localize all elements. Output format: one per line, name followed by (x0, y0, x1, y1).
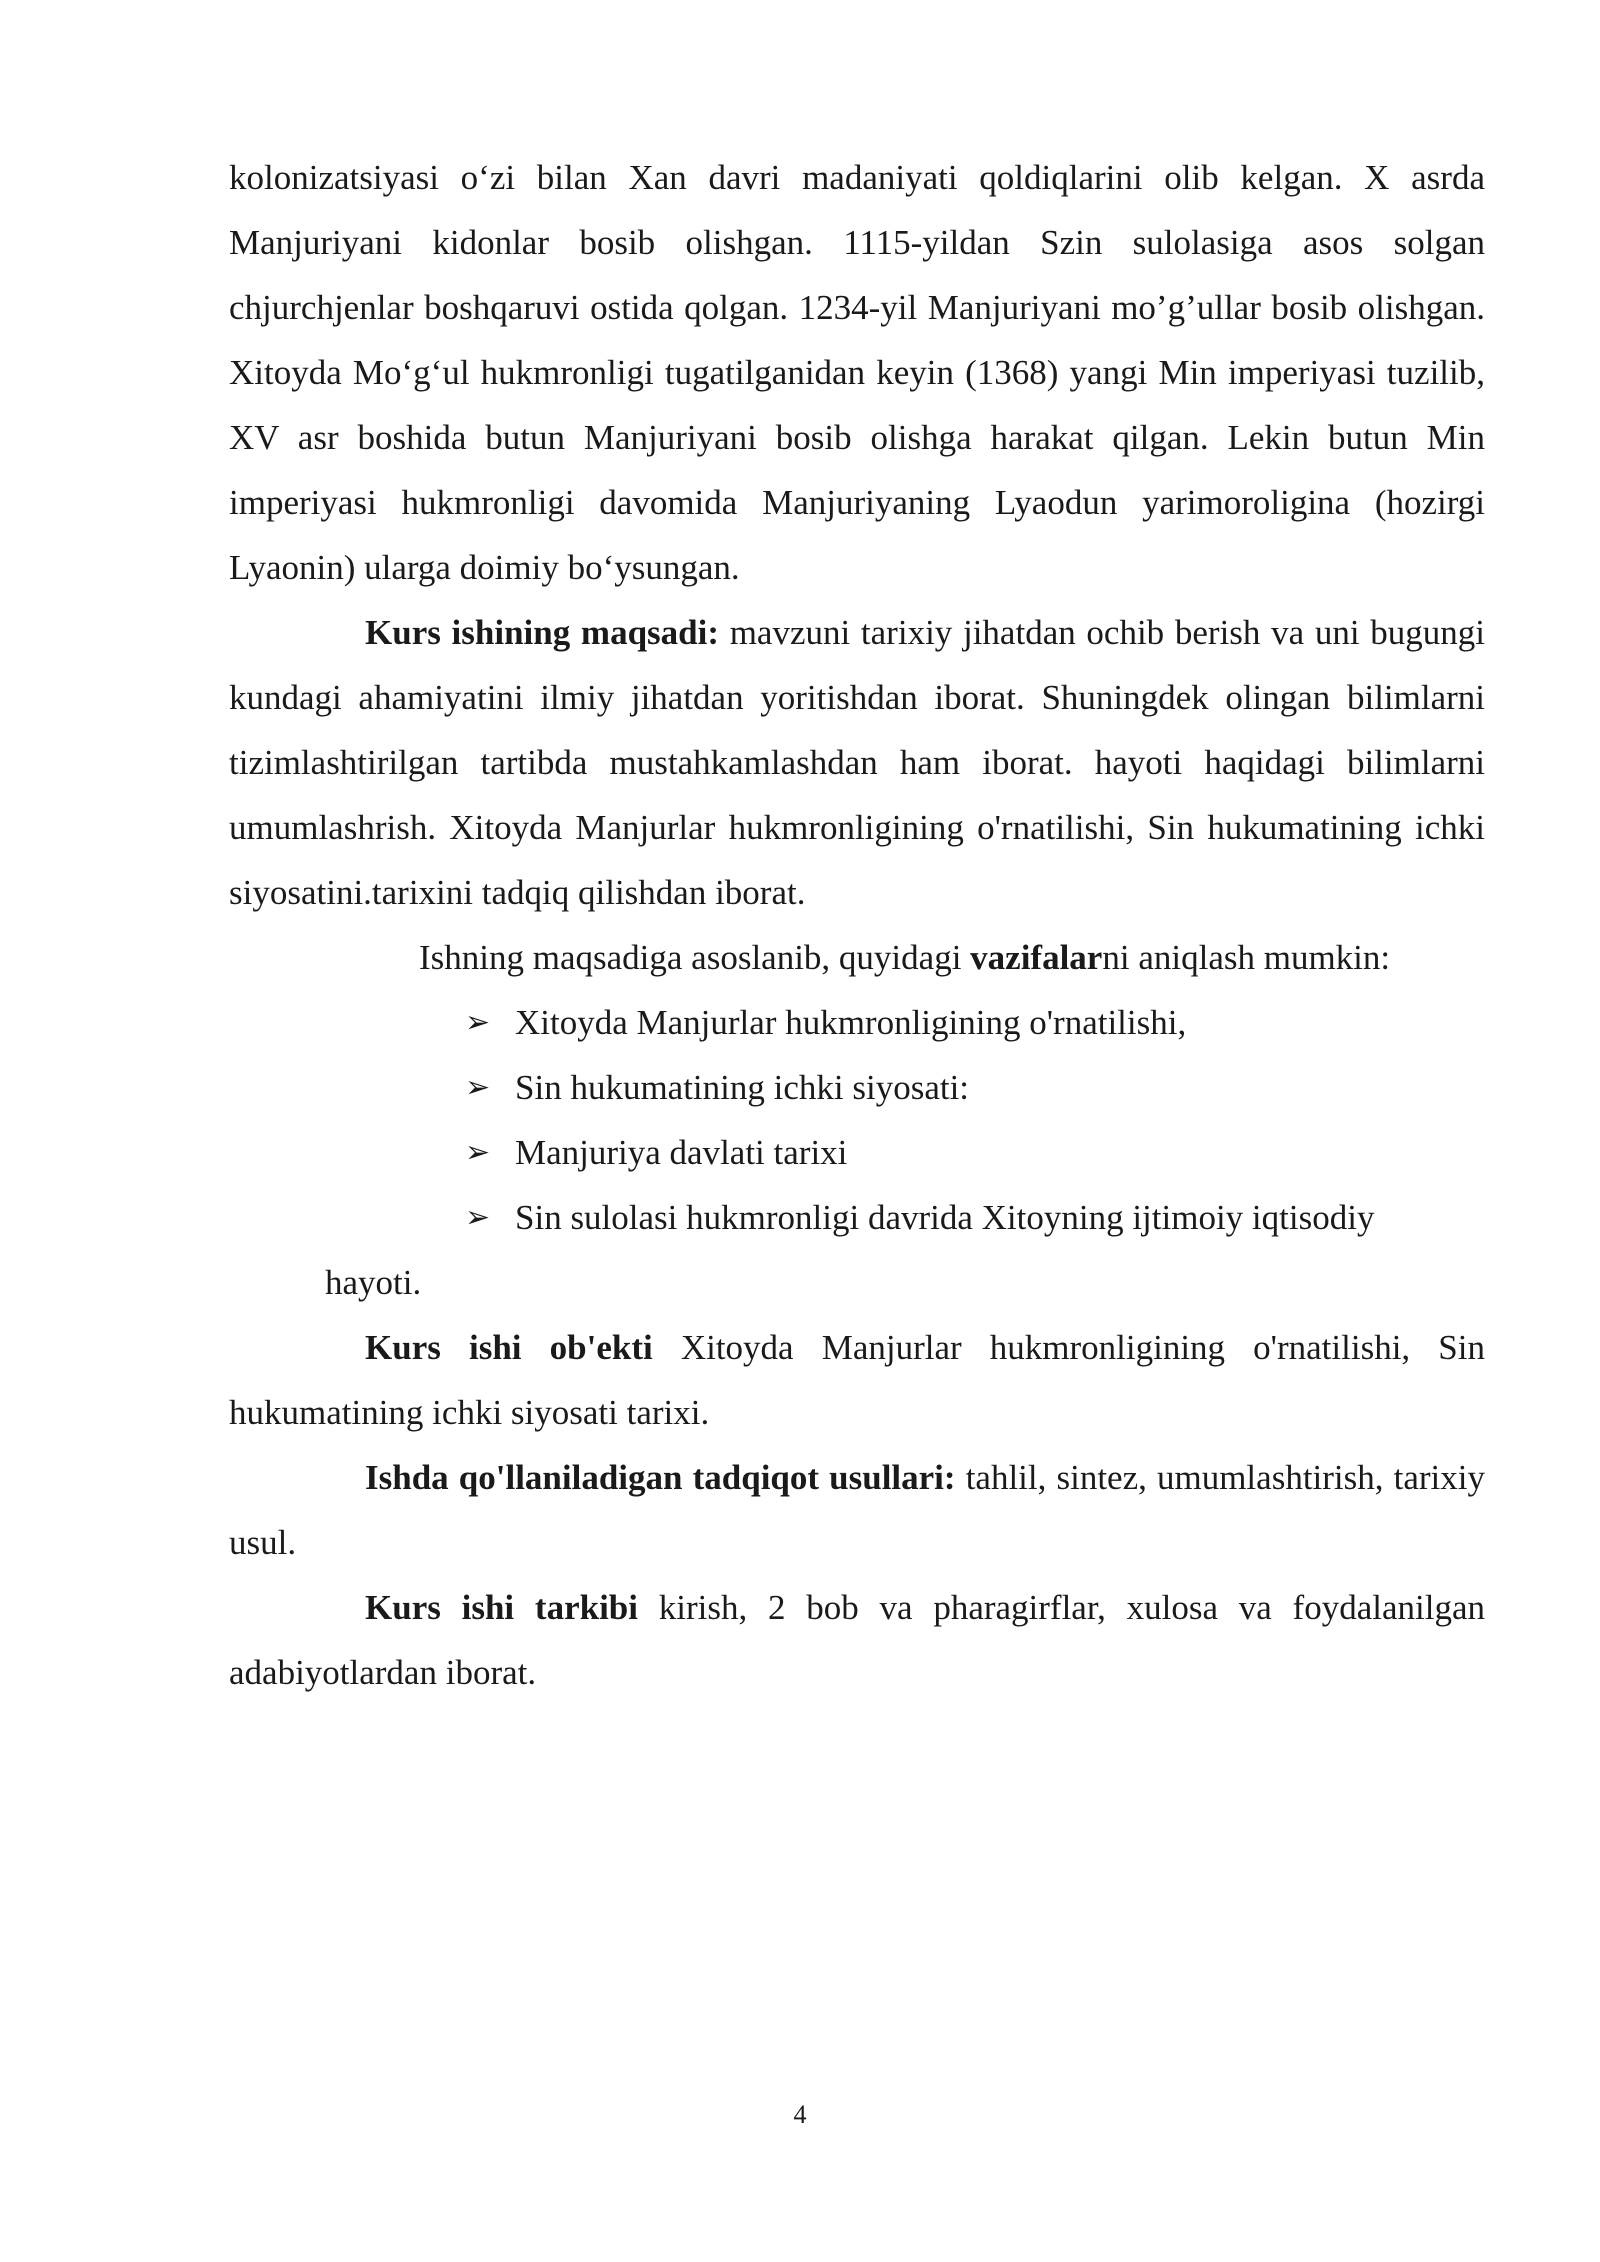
goal-text: mavzuni tarixiy jihatdan ochib berish va uni bugungi kundagi ahamiyatini ilmiy jihatdan yoritishdan iborat. Shuningdek olingan bilimlarni tizimlashtirilgan tartibda mustahkamlashdan ham iborat. hayoti haqidagi bilimlarni umumlashrish. Xitoyda Manjurlar hukmronligining o'rnatilishi, Sin hukumatining ichki siyosatini.tarixini tadqiq qilishdan iborat. (229, 613, 1485, 912)
paragraph-methods (229, 1445, 1485, 1575)
methods-heading: Ishda qo'llaniladigan tadqiqot usullari: (365, 1458, 956, 1497)
tasks-intro (229, 925, 1485, 990)
tasks-list (229, 990, 1485, 1250)
tasks-continuation: hayoti. (325, 1263, 422, 1302)
body-text (229, 145, 1485, 1705)
tasks-intro-before: Ishning maqsadiga asoslanib, quyidagi (419, 938, 971, 977)
paragraph-object (229, 1315, 1485, 1445)
task-text: Sin sulolasi hukmronligi davrida Xitoyning ijtimoiy iqtisodiy (515, 1198, 1375, 1237)
structure-heading: Kurs ishi tarkibi (365, 1588, 638, 1627)
object-heading: Kurs ishi ob'ekti (365, 1328, 653, 1367)
tasks-intro-bold: vazifalar (970, 938, 1103, 977)
list-item (229, 1055, 1485, 1120)
task-text: Xitoyda Manjurlar hukmronligining o'rnatilishi, (515, 1003, 1187, 1042)
list-item (229, 1185, 1485, 1250)
methods-text: tahlil, sintez, umumlashtirish, tarixiy usul. (229, 1458, 1485, 1562)
list-item (229, 990, 1485, 1055)
tasks-intro-after: ni aniqlash mumkin: (1102, 938, 1391, 977)
arrow-bullet-icon: ➢ (465, 1135, 491, 1170)
arrow-bullet-icon: ➢ (465, 1005, 491, 1040)
arrow-bullet-icon: ➢ (465, 1070, 491, 1105)
paragraph-goal (229, 600, 1485, 925)
page-number: 4 (793, 2100, 807, 2129)
structure-text: kirish, 2 bob va pharagirflar, xulosa va foydalanilgan adabiyotlardan iborat. (229, 1588, 1485, 1692)
task-text: Manjuriya davlati tarixi (515, 1133, 848, 1172)
goal-heading: Kurs ishining maqsadi: (365, 613, 720, 652)
arrow-bullet-icon: ➢ (465, 1200, 491, 1235)
paragraph-history: kolonizatsiyasi o‘zi bilan Xan davri madaniyati qoldiqlarini olib kelgan. X asrda Manjuriyani kidonlar bosib olishgan. 1115-yildan Szin sulolasiga asos solgan chjurchjenlar boshqaruvi ostida qolgan. 1234-yil Manjuriyani mo’g’ullar bosib olishgan. Xitoyda Mo‘g‘ul hukmronligi tugatilganidan keyin (1368) yangi Min imperiyasi tuzilib, XV asr boshida butun Manjuriyani bosib olishga harakat qilgan. Lekin butun Min imperiyasi hukmronligi davomida Manjuriyaning Lyaodun yarimoroligina (hozirgi Lyaonin) ularga doimiy bo‘ysungan. (229, 158, 1485, 587)
object-text: Xitoyda Manjurlar hukmronligining o'rnatilishi, Sin hukumatining ichki siyosati tarixi. (229, 1328, 1485, 1432)
task-text: Sin hukumatining ichki siyosati: (515, 1068, 970, 1107)
paragraph-structure (229, 1575, 1485, 1705)
list-item (229, 1120, 1485, 1185)
